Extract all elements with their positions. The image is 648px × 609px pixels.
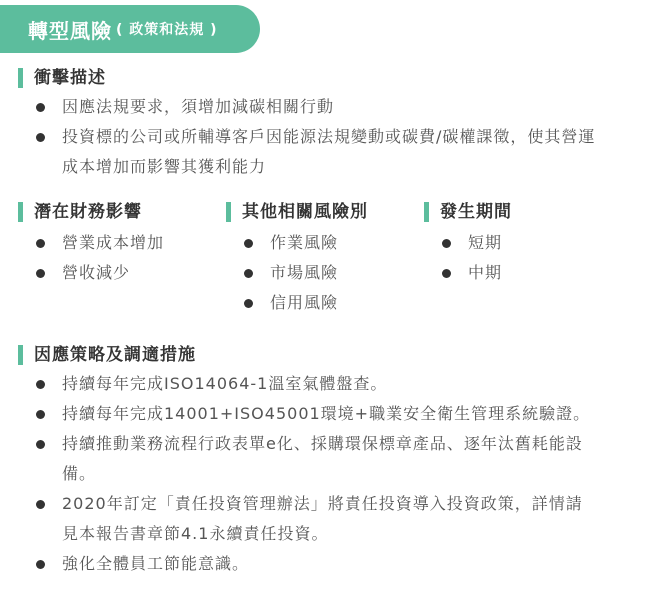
list-item: 持續推動業務流程行政表單e化、採購環保標章產品、逐年汰舊耗能設備。 [36,429,596,489]
bullet-icon [36,500,45,509]
bullet-icon [36,133,45,142]
bullet-icon [442,239,451,248]
period-heading: 發生期間 [424,200,512,224]
bullet-icon [244,269,253,278]
list-item: 持續每年完成ISO14064-1溫室氣體盤查。 [36,369,596,399]
banner-title: 轉型風險 [28,18,112,43]
list-item: 持續每年完成14001+ISO45001環境+職業安全衛生管理系統驗證。 [36,399,596,429]
bullet-icon [36,103,45,112]
list-item: 因應法規要求，須增加減碳相關行動 [36,92,596,122]
section-banner [0,5,260,53]
bullet-icon [36,269,45,278]
bullet-icon [36,239,45,248]
bullet-icon [36,440,45,449]
list-item: 短期 [442,228,592,258]
impact-heading: 衝擊描述 [18,66,106,90]
other-risks-list [244,228,414,318]
list-item: 投資標的公司或所輔導客戶因能源法規變動或碳費/碳權課徵，使其營運成本增加而影響其獲利能力 [36,122,596,182]
bullet-icon [36,410,45,419]
financial-heading: 潛在財務影響 [18,200,142,224]
bullet-icon [244,299,253,308]
list-item: 作業風險 [244,228,414,258]
strategy-heading: 因應策略及調適措施 [18,343,196,367]
list-item: 營業成本增加 [36,228,216,258]
bullet-icon [36,560,45,569]
bullet-icon [244,239,253,248]
list-item: 信用風險 [244,288,414,318]
list-item: 強化全體員工節能意識。 [36,549,596,579]
list-item: 營收減少 [36,258,216,288]
list-item: 2020年訂定「責任投資管理辦法」將責任投資導入投資政策，詳情請見本報告書章節4.1永續責任投資。 [36,489,596,549]
strategy-list [36,369,596,579]
impact-list [36,92,596,182]
bullet-icon [36,380,45,389]
other-risks-heading: 其他相關風險別 [226,200,368,224]
bullet-icon [442,269,451,278]
list-item: 中期 [442,258,592,288]
period-list [442,228,592,288]
list-item: 市場風險 [244,258,414,288]
banner-subtitle: ( 政策和法規 ) [116,22,218,38]
financial-list [36,228,216,288]
